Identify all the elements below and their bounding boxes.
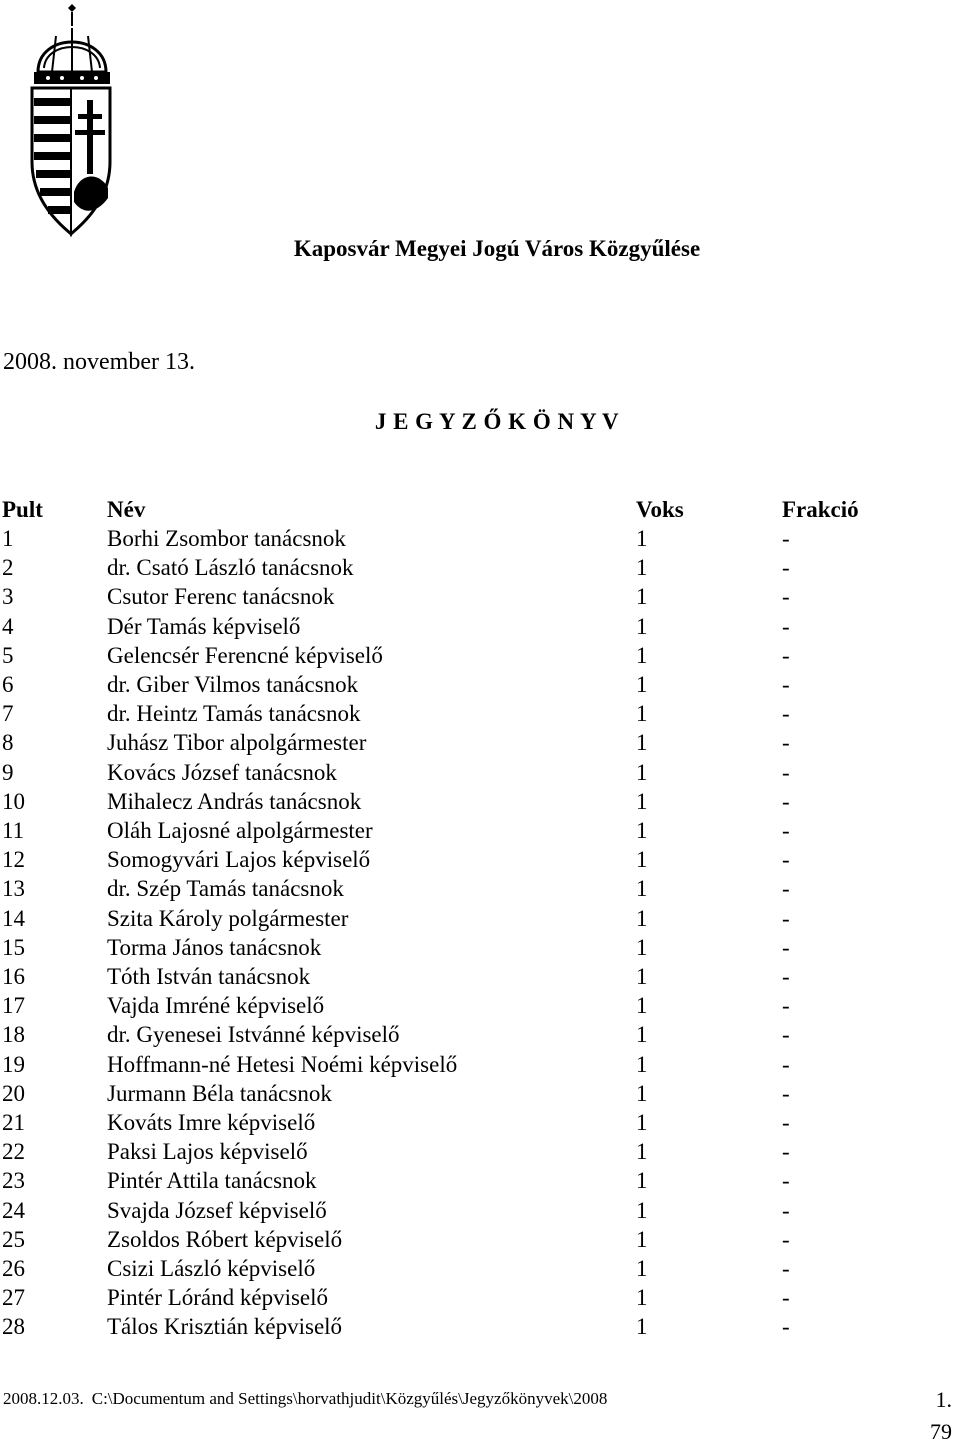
table-row (0, 1285, 960, 1313)
header-voks: Voks (636, 497, 684, 522)
council-name: Kaposvár Megyei Jogú Város Közgyűlése (293, 236, 701, 261)
table-row (0, 760, 960, 788)
cell-nev: Tóth István tanácsnok (107, 964, 311, 989)
document-date: 2008. november 13. (3, 349, 195, 375)
cell-nev: Tálos Krisztián képviselő (107, 1314, 343, 1340)
cell-frakcio: - (782, 905, 790, 931)
table-row (0, 1110, 960, 1138)
page-number-line1: 1. (935, 1387, 952, 1412)
cell-pult: 3 (2, 584, 14, 610)
cell-pult: 21 (2, 1110, 25, 1135)
table-row (0, 672, 960, 700)
cell-pult: 20 (2, 1080, 25, 1106)
cell-frakcio: - (782, 1139, 790, 1165)
cell-frakcio: - (782, 964, 790, 989)
table-row (0, 526, 960, 554)
cell-frakcio: - (782, 701, 790, 727)
cell-nev: dr. Csató László tanácsnok (107, 555, 354, 581)
cell-nev: Vajda Imréné képviselő (107, 993, 325, 1019)
cell-frakcio: - (782, 934, 790, 960)
table-row (0, 993, 960, 1021)
cell-frakcio: - (782, 1168, 790, 1194)
table-row (0, 1314, 960, 1342)
cell-frakcio: - (782, 1051, 790, 1077)
cell-frakcio: - (782, 1285, 790, 1311)
cell-pult: 11 (2, 818, 25, 843)
cell-frakcio: - (782, 613, 790, 639)
document-title: J E G Y Z Ő K Ö N Y V (374, 409, 620, 434)
cell-pult: 23 (2, 1168, 25, 1194)
cell-voks: 1 (636, 613, 648, 639)
cell-pult: 19 (2, 1051, 25, 1077)
cell-pult: 8 (2, 730, 14, 756)
cell-frakcio: - (782, 526, 790, 551)
table-row (0, 1081, 960, 1109)
cell-frakcio: - (782, 642, 790, 668)
table-row (0, 876, 960, 904)
cell-voks: 1 (636, 1226, 648, 1252)
cell-pult: 13 (2, 876, 25, 902)
cell-nev: Hoffmann-né Hetesi Noémi képviselő (107, 1051, 458, 1077)
cell-pult: 9 (2, 759, 14, 785)
cell-nev: dr. Szép Tamás tanácsnok (107, 876, 344, 902)
cell-frakcio: - (782, 672, 790, 697)
cell-frakcio: - (782, 876, 790, 902)
cell-frakcio: - (782, 818, 790, 843)
cell-voks: 1 (636, 905, 648, 931)
footer-path: C:\Documentum and Settings\horvathjudit\Közgyűlés\Jegyzőkönyvek\2008 (91, 1389, 608, 1408)
cell-nev: Juhász Tibor alpolgármester (107, 730, 367, 756)
table-row (0, 1022, 960, 1050)
cell-voks: 1 (636, 788, 648, 814)
cell-pult: 24 (2, 1197, 25, 1223)
cell-nev: Borhi Zsombor tanácsnok (107, 526, 346, 551)
cell-frakcio: - (782, 993, 790, 1019)
cell-nev: dr. Gyenesei Istvánné képviselő (107, 1022, 400, 1048)
table-row (0, 1227, 960, 1255)
cell-nev: Dér Tamás képviselő (107, 613, 301, 639)
cell-nev: Torma János tanácsnok (107, 934, 322, 960)
cell-pult: 16 (2, 964, 25, 989)
cell-frakcio: - (782, 1314, 790, 1340)
cell-pult: 10 (2, 788, 25, 814)
cell-pult: 14 (2, 905, 25, 931)
table-row (0, 1168, 960, 1196)
cell-nev: Jurmann Béla tanácsnok (107, 1080, 332, 1106)
cell-nev: dr. Giber Vilmos tanácsnok (107, 672, 359, 697)
cell-pult: 26 (2, 1256, 25, 1281)
cell-nev: dr. Heintz Tamás tanácsnok (107, 701, 361, 727)
table-row (0, 935, 960, 963)
footer-date: 2008.12.03. (3, 1389, 84, 1408)
cell-pult: 27 (2, 1285, 25, 1311)
cell-nev: Svajda József képviselő (107, 1197, 327, 1223)
table-row (0, 1198, 960, 1226)
cell-voks: 1 (636, 555, 648, 581)
cell-voks: 1 (636, 701, 648, 727)
footer (3, 1389, 607, 1409)
table-row (0, 701, 960, 729)
cell-voks: 1 (636, 934, 648, 960)
header-pult: Pult (2, 497, 43, 522)
cell-voks: 1 (636, 759, 648, 785)
table-row (0, 818, 960, 846)
table-row (0, 789, 960, 817)
cell-frakcio: - (782, 1197, 790, 1223)
table-row (0, 730, 960, 758)
table-row (0, 906, 960, 934)
cell-nev: Szita Károly polgármester (107, 905, 349, 931)
cell-nev: Gelencsér Ferencné képviselő (107, 642, 383, 668)
table-row (0, 847, 960, 875)
page-number (930, 1384, 952, 1448)
cell-voks: 1 (636, 818, 648, 843)
cell-voks: 1 (636, 672, 648, 697)
table-row (0, 614, 960, 642)
cell-voks: 1 (636, 1110, 648, 1135)
cell-voks: 1 (636, 1168, 648, 1194)
cell-voks: 1 (636, 1314, 648, 1340)
cell-frakcio: - (782, 1110, 790, 1135)
cell-pult: 6 (2, 672, 14, 697)
cell-frakcio: - (782, 1226, 790, 1252)
cell-frakcio: - (782, 1022, 790, 1048)
cell-pult: 12 (2, 847, 25, 873)
cell-voks: 1 (636, 1197, 648, 1223)
coat-of-arms-icon (28, 2, 112, 238)
cell-voks: 1 (636, 993, 648, 1019)
cell-voks: 1 (636, 876, 648, 902)
cell-frakcio: - (782, 730, 790, 756)
cell-pult: 25 (2, 1226, 25, 1252)
cell-nev: Csutor Ferenc tanácsnok (107, 584, 335, 610)
cell-voks: 1 (636, 1022, 648, 1048)
cell-nev: Pintér Lóránd képviselő (107, 1285, 329, 1311)
table-row (0, 555, 960, 583)
table-row (0, 964, 960, 992)
cell-pult: 15 (2, 934, 25, 960)
page-number-line2: 79 (930, 1419, 952, 1444)
table-row (0, 1052, 960, 1080)
cell-pult: 1 (2, 526, 14, 551)
cell-nev: Kovács József tanácsnok (107, 759, 337, 785)
cell-pult: 7 (2, 701, 14, 727)
cell-voks: 1 (636, 1051, 648, 1077)
cell-pult: 17 (2, 993, 25, 1019)
cell-voks: 1 (636, 1080, 648, 1106)
cell-nev: Csizi László képviselő (107, 1256, 316, 1281)
cell-voks: 1 (636, 642, 648, 668)
cell-nev: Pintér Attila tanácsnok (107, 1168, 317, 1194)
cell-pult: 2 (2, 555, 14, 581)
cell-voks: 1 (636, 526, 648, 551)
table-header (0, 497, 960, 525)
member-list (0, 526, 960, 1346)
table-row (0, 1139, 960, 1167)
cell-nev: Paksi Lajos képviselő (107, 1139, 308, 1165)
table-row (0, 584, 960, 612)
header-frakcio: Frakció (782, 497, 859, 522)
cell-voks: 1 (636, 1139, 648, 1165)
cell-pult: 28 (2, 1314, 25, 1340)
cell-nev: Oláh Lajosné alpolgármester (107, 818, 373, 843)
cell-frakcio: - (782, 584, 790, 610)
cell-nev: Kováts Imre képviselő (107, 1110, 316, 1135)
cell-voks: 1 (636, 964, 648, 989)
cell-voks: 1 (636, 1285, 648, 1311)
cell-frakcio: - (782, 759, 790, 785)
cell-pult: 5 (2, 642, 14, 668)
table-row (0, 643, 960, 671)
cell-voks: 1 (636, 730, 648, 756)
header-nev: Név (107, 497, 146, 522)
cell-nev: Mihalecz András tanácsnok (107, 788, 362, 814)
cell-pult: 22 (2, 1139, 25, 1165)
cell-frakcio: - (782, 1256, 790, 1281)
cell-voks: 1 (636, 1256, 648, 1281)
table-row (0, 1256, 960, 1284)
cell-nev: Zsoldos Róbert képviselő (107, 1226, 343, 1252)
cell-voks: 1 (636, 584, 648, 610)
cell-frakcio: - (782, 788, 790, 814)
cell-voks: 1 (636, 847, 648, 873)
cell-nev: Somogyvári Lajos képviselő (107, 847, 371, 873)
cell-frakcio: - (782, 847, 790, 873)
cell-frakcio: - (782, 555, 790, 581)
cell-pult: 18 (2, 1022, 25, 1048)
cell-pult: 4 (2, 613, 14, 639)
cell-frakcio: - (782, 1080, 790, 1106)
